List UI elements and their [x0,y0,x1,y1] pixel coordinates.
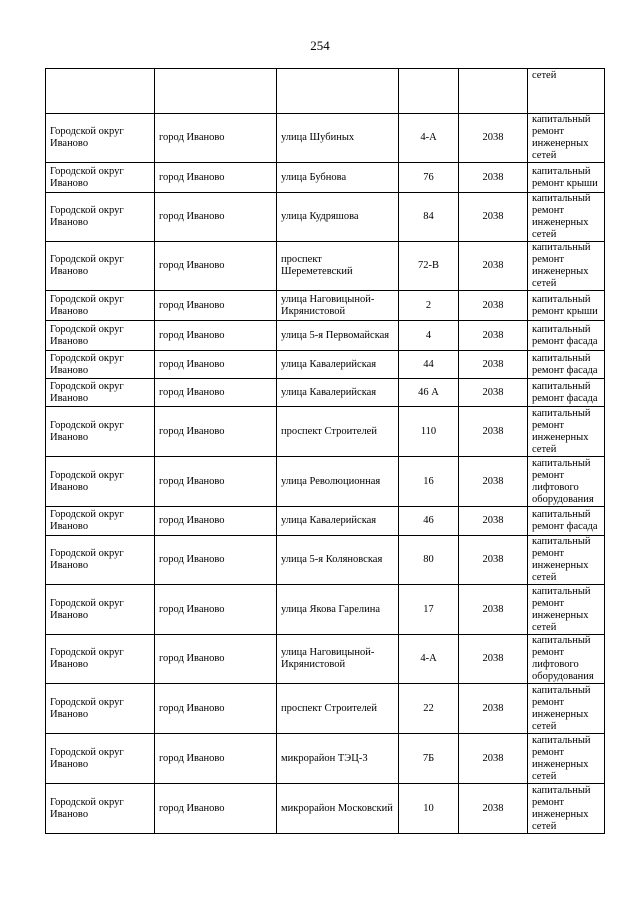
year-cell: 2038 [459,321,528,351]
house-number-cell: 16 [399,457,459,507]
district-cell: Городской округ Иваново [46,114,155,163]
locality-cell: город Иваново [155,734,277,784]
year-cell: 2038 [459,163,528,193]
work-type-cell: капитальный ремонт инженерных сетей [528,242,605,291]
continued-row [46,69,605,114]
year-cell: 2038 [459,585,528,635]
district-cell: Городской округ Иваново [46,321,155,351]
street-cell: улица Шубиных [277,114,399,163]
street-cell: проспект Строителей [277,684,399,734]
locality-cell: город Иваново [155,163,277,193]
district-cell [46,69,155,114]
housing-repair-table [45,68,605,834]
table-row [46,379,605,407]
work-type-cell: капитальный ремонт лифтового оборудования [528,635,605,684]
street-cell: улица Кавалерийская [277,507,399,536]
locality-cell: город Иваново [155,242,277,291]
house-number-cell: 2 [399,291,459,321]
year-cell: 2038 [459,379,528,407]
year-cell: 2038 [459,242,528,291]
year-cell: 2038 [459,351,528,379]
work-type-cell: капитальный ремонт инженерных сетей [528,536,605,585]
year-cell: 2038 [459,114,528,163]
work-type-cell: капитальный ремонт инженерных сетей [528,784,605,834]
year-cell: 2038 [459,407,528,457]
table-row [46,635,605,684]
locality-cell: город Иваново [155,291,277,321]
locality-cell: город Иваново [155,407,277,457]
year-cell: 2038 [459,507,528,536]
district-cell: Городской округ Иваново [46,351,155,379]
house-number-cell: 4-А [399,635,459,684]
work-type-cell: капитальный ремонт инженерных сетей [528,193,605,242]
year-cell: 2038 [459,457,528,507]
house-number-cell: 46 А [399,379,459,407]
locality-cell: город Иваново [155,585,277,635]
district-cell: Городской округ Иваново [46,784,155,834]
district-cell: Городской округ Иваново [46,585,155,635]
locality-cell: город Иваново [155,114,277,163]
work-type-cell: капитальный ремонт фасада [528,321,605,351]
table-body [46,69,605,834]
district-cell: Городской округ Иваново [46,407,155,457]
district-cell: Городской округ Иваново [46,193,155,242]
street-cell: улица Якова Гарелина [277,585,399,635]
work-type-cell: капитальный ремонт фасада [528,351,605,379]
district-cell: Городской округ Иваново [46,291,155,321]
year-cell: 2038 [459,784,528,834]
district-cell: Городской округ Иваново [46,457,155,507]
year-cell: 2038 [459,734,528,784]
district-cell: Городской округ Иваново [46,242,155,291]
locality-cell: город Иваново [155,379,277,407]
house-number-cell: 110 [399,407,459,457]
table-row [46,784,605,834]
locality-cell: город Иваново [155,321,277,351]
locality-cell: город Иваново [155,457,277,507]
street-cell: микрорайон Московский [277,784,399,834]
district-cell: Городской округ Иваново [46,379,155,407]
locality-cell: город Иваново [155,635,277,684]
work-type-cell: капитальный ремонт инженерных сетей [528,684,605,734]
district-cell: Городской округ Иваново [46,536,155,585]
year-cell: 2038 [459,291,528,321]
locality-cell: город Иваново [155,193,277,242]
year-cell: 2038 [459,635,528,684]
house-number-cell: 76 [399,163,459,193]
work-type-cell: капитальный ремонт инженерных сетей [528,114,605,163]
work-type-cell: капитальный ремонт крыши [528,163,605,193]
table-row [46,585,605,635]
house-number-cell [399,69,459,114]
house-number-cell: 22 [399,684,459,734]
year-cell: 2038 [459,684,528,734]
house-number-cell: 4-А [399,114,459,163]
year-cell: 2038 [459,193,528,242]
table-row [46,734,605,784]
locality-cell: город Иваново [155,536,277,585]
table-row [46,507,605,536]
district-cell: Городской округ Иваново [46,163,155,193]
year-cell [459,69,528,114]
district-cell: Городской округ Иваново [46,734,155,784]
work-type-cell: капитальный ремонт лифтового оборудования [528,457,605,507]
street-cell: улица 5-я Первомайская [277,321,399,351]
year-cell: 2038 [459,536,528,585]
house-number-cell: 84 [399,193,459,242]
work-type-cell: капитальный ремонт инженерных сетей [528,407,605,457]
street-cell: проспект Строителей [277,407,399,457]
work-type-cell: капитальный ремонт фасада [528,379,605,407]
work-type-cell: сетей [528,69,605,114]
street-cell: улица Наговицыной-Икрянистовой [277,291,399,321]
house-number-cell: 4 [399,321,459,351]
house-number-cell: 7Б [399,734,459,784]
table-row [46,351,605,379]
street-cell: улица Революционная [277,457,399,507]
district-cell: Городской округ Иваново [46,507,155,536]
house-number-cell: 72-В [399,242,459,291]
street-cell: улица Кудряшова [277,193,399,242]
street-cell: микрорайон ТЭЦ-3 [277,734,399,784]
house-number-cell: 44 [399,351,459,379]
table-row [46,291,605,321]
street-cell: улица Кавалерийская [277,351,399,379]
table-row [46,193,605,242]
work-type-cell: капитальный ремонт фасада [528,507,605,536]
table-row [46,321,605,351]
table-row [46,684,605,734]
work-type-cell: капитальный ремонт крыши [528,291,605,321]
page-number: 254 [310,38,330,53]
street-cell [277,69,399,114]
district-cell: Городской округ Иваново [46,684,155,734]
table-row [46,163,605,193]
table-row [46,242,605,291]
house-number-cell: 80 [399,536,459,585]
work-type-cell: капитальный ремонт инженерных сетей [528,585,605,635]
table-row [46,407,605,457]
district-cell: Городской округ Иваново [46,635,155,684]
work-type-cell: капитальный ремонт инженерных сетей [528,734,605,784]
table-row [46,536,605,585]
locality-cell: город Иваново [155,351,277,379]
locality-cell: город Иваново [155,784,277,834]
street-cell: проспект Шереметевский [277,242,399,291]
street-cell: улица 5-я Коляновская [277,536,399,585]
locality-cell [155,69,277,114]
house-number-cell: 46 [399,507,459,536]
table-row [46,457,605,507]
street-cell: улица Бубнова [277,163,399,193]
street-cell: улица Кавалерийская [277,379,399,407]
house-number-cell: 10 [399,784,459,834]
table-row [46,114,605,163]
locality-cell: город Иваново [155,507,277,536]
house-number-cell: 17 [399,585,459,635]
street-cell: улица Наговицыной-Икрянистовой [277,635,399,684]
locality-cell: город Иваново [155,684,277,734]
